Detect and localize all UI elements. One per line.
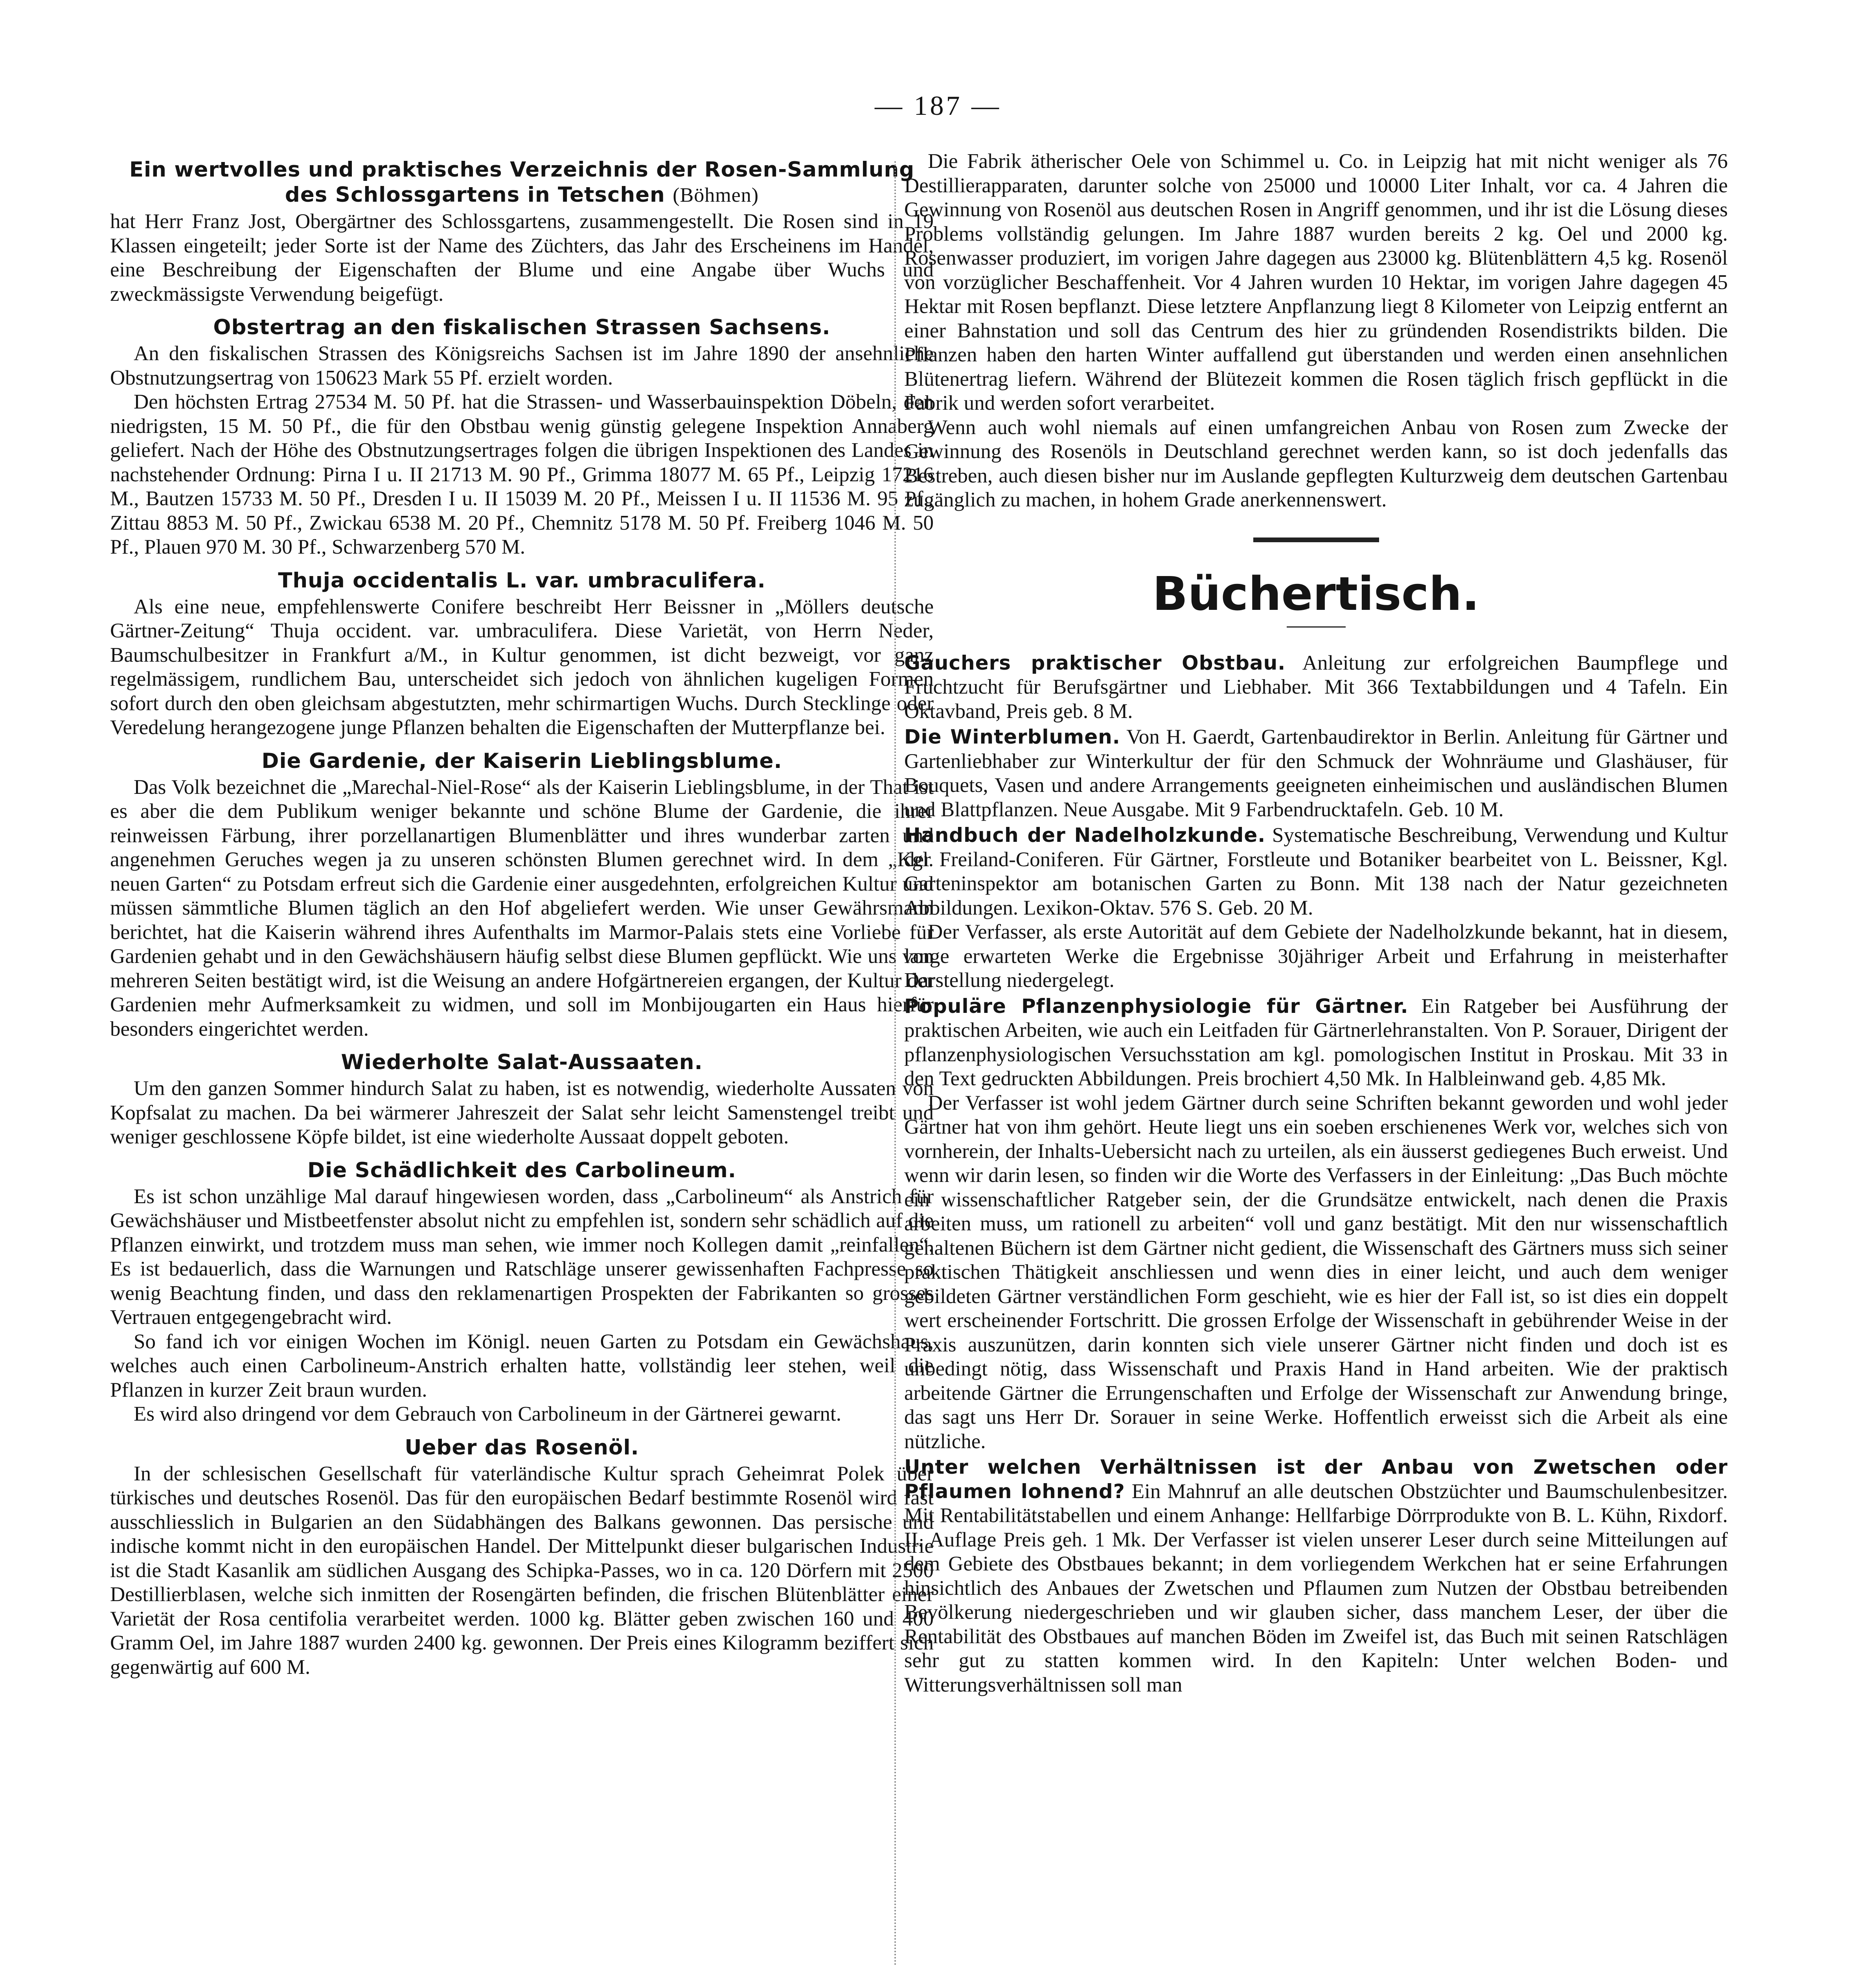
article-paragraph: An den fiskalischen Strassen des Königsreichs Sachsen ist im Jahre 1890 der ansehnliche Obstnutzungsertrag von 150623 Mark 55 Pf. erzielt worden. [110, 342, 934, 389]
article-heading [110, 157, 934, 208]
book-description: Ein Ratgeber bei Ausführung der praktischen Arbeiten, wie auch ein Leitfaden für Gärtnerlehranstalten. Von P. Sorauer, Dirigent der pflanzenphysiologischen Versuchsstation am kgl. pomologischen Institut in Proskau. Mit 33 in den Text gedruckten Abbildungen. Preis brochiert 4,50 Mk. In Halbleinwand geb. 4,85 Mk. [904, 994, 1728, 1090]
book-title: Gauchers praktischer Obstbau. [904, 651, 1286, 674]
section-title: Büchertisch. [1152, 566, 1480, 621]
article-paragraph: hat Herr Franz Jost, Obergärtner des Schlossgartens, zusammengestellt. Die Rosen sind in 19 Klassen eingeteilt; jeder Sorte ist der Name des Züchters, das Jahr des Erscheinens im Handel, eine Beschreibung der Eigenschaften der Blume und eine Angabe über Wuchs und zweckmässigste Verwendung beigefügt. [110, 210, 934, 306]
article-obstertrag [110, 315, 934, 560]
section-divider [1253, 538, 1379, 542]
book-review [904, 651, 1728, 724]
continuation-paragraph: Die Fabrik ätherischer Oele von Schimmel u. Co. in Leipzig hat mit nicht weniger als 76 Destillierapparaten, darunter solche von 25000 und 10000 Liter Inhalt, vor ca. 4 Jahren die Gewinnung von Rosenöl aus deutschen Rosen in Angriff genommen, und ihr ist die Lösung dieses Problems vollständig gelungen. Im Jahre 1887 wurden bereits 2 kg. Oel und 2000 kg. Rosenwasser produziert, im vorigen Jahre dagegen aus 23000 kg. Blütenblättern 4,5 kg. Rosenöl von vorzüglicher Beschaffenheit. Vor 4 Jahren wurden 10 Hektar, im vorigen Jahre dagegen 45 Hektar mit Rosen bepflanzt. Diese letztere Anpflanzung liegt 8 Kilometer von Leipzig entfernt an einer Bahnstation und soll das Centrum des hier zu gründenden Rosendistrikts bilden. Die Pflanzen haben den harten Winter auffallend gut überstanden und werden einen ansehnlichen Blütenertrag liefern. Während der Blütezeit kommen die Rosen täglich frisch gepflückt in die Fabrik und werden sofort verarbeitet. [904, 150, 1728, 414]
article-title: Ueber das Rosenöl. [405, 1435, 639, 1460]
book-review [904, 725, 1728, 822]
book-title: Populäre Pflanzenphysiologie für Gärtner. [904, 994, 1409, 1018]
book-description: Von H. Gaerdt, Gartenbaudirektor in Berlin. Anleitung für Gärtner und Gartenliebhaber zur Winterkultur der für den Schmuck der Wohnräume und Glashäuser, für Bouquets, Vasen und andere Arrangements geeigneten einheimischen und ausländischen Blumen und Blattpflanzen. Neue Ausgabe. Mit 9 Farbendrucktafeln. Geb. 10 M. [904, 725, 1728, 821]
article-subtitle: (Böhmen) [673, 184, 759, 206]
article-title: Die Schädlichkeit des Carbolineum. [307, 1158, 736, 1182]
article-paragraph: Es wird also dringend vor dem Gebrauch von Carbolineum in der Gärtnerei gewarnt. [134, 1403, 841, 1425]
article-title: Obstertrag an den fiskalischen Strassen Sachsens. [213, 315, 831, 339]
article-paragraph: Das Volk bezeichnet die „Marechal-Niel-Rose“ als der Kaiserin Lieblingsblume, in der That ist es aber die dem Publikum weniger bekannte und schöne Blume der Gardenie, die ihrer reinweissen Färbung, ihrer porzellanartigen Blumenblätter und ihres wunderbar zarten und angenehmen Geruches wegen ja zu unseren schönsten Blumen gerechnet wird. In dem „Kgl. neuen Garten“ zu Potsdam erfreut sich die Gardenie einer ausgedehnten, erfolgreichen Kultur und müssen sämmtliche Blumen täglich an den Hof abgeliefert werden. Wie unser Gewährsmann berichtet, hat die Kaiserin während ihres Aufenthalts im Marmor-Palais stets eine Vorliebe für Gardenien gehabt und in den Gewächshäusern häufig selbst diese Blumen gepflückt. Wie uns von mehreren Seiten bestätigt wird, ist die Weisung an andere Hofgärtnereien ergangen, der Kultur der Gardenien mehr Aufmerksamkeit zu widmen, und soll im Monbijougarten ein Haus hierfür besonders eingerichtet werden. [110, 775, 934, 1040]
book-description: Ein Mahnruf an alle deutschen Obstzüchter und Baumschulenbesitzer. Mit Rentabilitätstabellen und einem Anhange: Hellfarbige Dörrprodukte von B. L. Kühn, Rixdorf. II. Auflage Preis geh. 1 Mk. Der Verfasser ist vielen unserer Leser durch seine Mitteilungen auf dem Gebiete des Obstbaues bekannt; in dem vorliegendem Werkchen hat er seine Erfahrungen hinsichtlich des Anbaues der Zwetschen und Pflaumen zum Nutzen der Obstbau betreibenden Bevölkerung niedergeschrieben und wir glauben sicher, dass manchem Leser, der über die Rentabilität des Obstbaues auf manchen Böden im Zweifel ist, das Buch mit seinen Ratschlägen sehr gut zu statten kommen wird. In den Kapiteln: Unter welchen Boden- und Witterungsverhältnissen soll man [904, 1480, 1728, 1696]
article-paragraph: Es ist schon unzählige Mal darauf hingewiesen worden, dass „Carbolineum“ als Anstrich für Gewächshäuser und Mistbeetfenster absolut nicht zu empfehlen ist, sondern sehr schädlich auf die Pflanzen einwirkt, und trotzdem muss man sehen, wie immer noch Kollegen damit „reinfallen“. Es ist bedauerlich, dass die Warnungen und Ratschläge unserer gewissenhaften Fachpresse so wenig Beachtung finden, und dass den reklamenartigen Prospekten der Fabrikanten so grosses Vertrauen entgegengebracht wird. [110, 1185, 934, 1329]
article-salat [110, 1050, 934, 1149]
book-title: Handbuch der Nadelholzkunde. [904, 824, 1266, 847]
book-title: Unter welchen Verhältnissen ist der Anbau von Zwetschen oder Pflaumen lohnend? [904, 1456, 1728, 1503]
article-carbolineum [110, 1158, 934, 1427]
book-review [904, 1455, 1728, 1697]
book-review-text: Der Verfasser, als erste Autorität auf dem Gebiete der Nadelholzkunde bekannt, hat in diesem, lange erwarteten Werke die Ergebnisse 30jähriger Arbeit und Erfahrung in meisterhafter Darstellung niedergelegt. [904, 920, 1728, 992]
book-description: Systematische Beschreibung, Verwendung und Kultur der Freiland-Coniferen. Für Gärtner, Forstleute und Botaniker bearbeitet von L. Beissner, Kgl. Garteninspektor am botanischen Garten zu Bonn. Mit 138 nach der Natur gezeichneten Abbildungen. Lexikon-Oktav. 576 S. Geb. 20 M. [904, 824, 1728, 919]
book-review [904, 994, 1728, 1454]
page-number: — 187 — [875, 91, 1001, 121]
book-review-text: Der Verfasser ist wohl jedem Gärtner durch seine Schriften bekannt geworden und wohl jeder Gärtner hat von ihm gehört. Heute liegt uns ein soeben erschienenes Werk vor, welches sich von vornherein, der Inhalts-Uebersicht nach zu urteilen, als ein äusserst gediegenes Buch erweist. Und wenn wir darin lesen, so finden wir die Worte des Verfassers in der Einleitung: „Das Buch möchte ein wissenschaftlicher Ratgeber sein, der die Grundsätze entwickelt, nach denen die Praxis arbeiten muss, um rationell zu arbeiten“ voll und ganz bestätigt. Mit den nur wissenschaftlich gehaltenen Büchern ist dem Gärtner nicht gedient, die Wissenschaft des Gärtners muss sich seiner praktischen Thätigkeit anschliessen und wenn dies in einer leicht, und auch dem weniger gebildeten Gärtner verständlichen Form geschieht, wie es hier der Fall ist, so ist dies ein doppelt wert erscheinender Fortschritt. Die grossen Erfolge der Wissenschaft in gebührender Weise in der Praxis auszunützen, darin konnten sich viele unserer Gärtner nicht finden und doch ist es unbedingt nötig, dass Wissenschaft und Praxis Hand in Hand arbeiten. Wie der praktisch arbeitende Gärtner die Errungenschaften und Erfolge der Wissenschaft zur Anwendung bringe, das sagt uns Herr Dr. Sorauer in seine Werke. Hoffentlich erweisst sich die Arbeit als eine nützliche. [904, 1091, 1728, 1453]
article-rosen-sammlung [110, 157, 934, 306]
book-review [904, 823, 1728, 993]
article-title: Wiederholte Salat-Aussaaten. [341, 1050, 703, 1074]
article-paragraph: Den höchsten Ertrag 27534 M. 50 Pf. hat die Strassen- und Wasserbauinspektion Döbeln, den niedrigsten, 15 M. 50 Pf., die für den Obstbau wenig günstig gelegene Inspektion Annaberg geliefert. Nach der Höhe des Obstnutzungsertrages folgen die übrigen Inspektionen des Landes in nachstehender Ordnung: Pirna I u. II 21713 M. 90 Pf., Grimma 18077 M. 65 Pf., Leipzig 17216 M., Bautzen 15733 M. 50 Pf., Dresden I u. II 15039 M. 20 Pf., Meissen I u. II 11536 M. 95 Pf., Zittau 8853 M. 50 Pf., Zwickau 6538 M. 20 Pf., Chemnitz 5178 M. 50 Pf. Freiberg 1046 M. 50 Pf., Plauen 970 M. 30 Pf., Schwarzenberg 570 M. [110, 390, 934, 558]
article-title: Die Gardenie, der Kaiserin Lieblingsblume. [261, 749, 782, 773]
right-column [904, 149, 1728, 1697]
article-paragraph: Um den ganzen Sommer hindurch Salat zu haben, ist es notwendig, wiederholte Aussaten von Kopfsalat zu machen. Da bei wärmerer Jahreszeit der Salat sehr leicht Samenstengel treibt und weniger geschlossene Köpfe bildet, ist eine wiederholte Aussaat doppelt geboten. [110, 1077, 934, 1148]
book-title: Die Winterblumen. [904, 725, 1120, 748]
article-title: Thuja occidentalis L. var. umbraculifera. [278, 568, 766, 593]
article-paragraph: Als eine neue, empfehlenswerte Conifere beschreibt Herr Beissner in „Möllers deutsche Gärtner-Zeitung“ Thuja occident. var. umbraculifera. Diese Varietät, von Herrn Neder, Baumschulbesitzer in Frankfurt a/M., in Kultur genommen, ist dicht bezweigt, vor ganz regelmässigem, rundlichem Bau, unterscheidet sich jedoch von ähnlichen kugeligen Formen sofort durch den oben gleichsam abgestutzten, mehr schirmartigen Wuchs. Durch Stecklinge oder Veredelung herangezogene junge Pflanzen behalten die Eigenschaften der Mutterpflanze bei. [110, 595, 934, 739]
article-rosenoel [110, 1435, 934, 1680]
section-underline [1287, 626, 1346, 628]
column-divider [894, 161, 898, 1966]
book-description: Anleitung zur erfolgreichen Baumpflege und Fruchtzucht für Berufsgärtner und Liebhaber. Mit 366 Textabbildungen und 4 Tafeln. Ein Oktavband, Preis geb. 8 M. [904, 651, 1728, 723]
article-title: Ein wertvolles und praktisches Verzeichnis der Rosen-Sammlung des Schlossgartens in Tetschen [129, 158, 915, 207]
article-paragraph: In der schlesischen Gesellschaft für vaterländische Kultur sprach Geheimrat Polek über türkisches und deutsches Rosenöl. Das für den europäischen Bedarf bestimmte Rosenöl wird fast ausschliesslich in Bulgarien an den Südabhängen des Balkans gewonnen. Das persische und indische kommt nicht in den europäischen Handel. Der Mittelpunkt dieser bulgarischen Industrie ist die Stadt Kasanlik am südlichen Ausgang des Schipka-Passes, wo in ca. 120 Dörfern mit 2500 Destillierblasen, welche sich inmitten der Rosengärten befinden, die frischen Blütenblätter einer Varietät der Rosa centifolia verarbeitet werden. 1000 kg. Blätter geben zwischen 160 und 400 Gramm Oel, im Jahre 1887 wurden 2400 kg. gewonnen. Der Preis eines Kilogramm beziffert sich gegenwärtig auf 600 M. [110, 1462, 934, 1679]
left-column [110, 157, 934, 1679]
article-gardenie [110, 749, 934, 1042]
continuation-paragraph: Wenn auch wohl niemals auf einen umfangreichen Anbau von Rosen zum Zwecke der Gewinnung des Rosenöls in Deutschland gerechnet werden kann, so ist doch jedenfalls das Bestreben, auch diesen bisher nur im Auslande gepflegten Kulturzweig dem deutschen Gartenbau zugänglich zu machen, in hohem Grade anerkennenswert. [904, 416, 1728, 511]
article-thuja [110, 568, 934, 740]
article-paragraph: So fand ich vor einigen Wochen im Königl. neuen Garten zu Potsdam ein Gewächshaus, welches auch einen Carbolineum-Anstrich erhalten hatte, vollständig leer stehen, weil die Pflanzen in kurzer Zeit braun wurden. [110, 1330, 934, 1401]
